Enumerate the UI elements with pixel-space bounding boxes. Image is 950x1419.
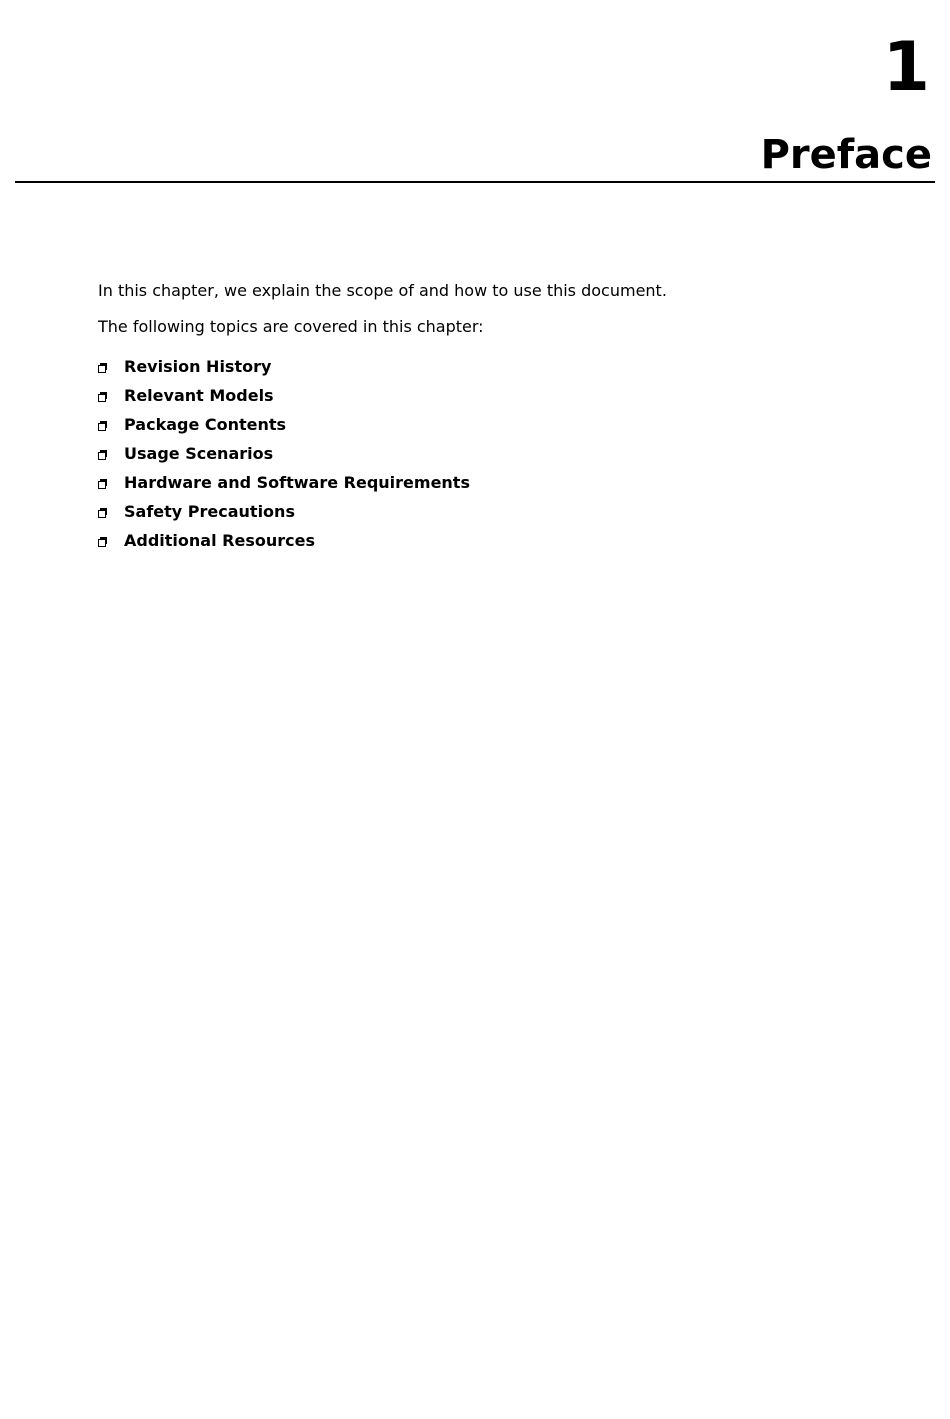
checkbox-icon	[98, 363, 108, 373]
chapter-content	[98, 280, 878, 555]
chapter-title: Preface	[760, 132, 932, 178]
checkbox-icon	[98, 508, 108, 518]
list-item	[98, 410, 878, 439]
checkbox-icon	[98, 537, 108, 547]
checkbox-icon	[98, 392, 108, 402]
topic-label: Additional Resources	[124, 531, 315, 550]
topic-label: Hardware and Software Requirements	[124, 473, 470, 492]
list-item	[98, 468, 878, 497]
checkbox-icon	[98, 421, 108, 431]
list-item	[98, 497, 878, 526]
topic-label: Package Contents	[124, 415, 287, 434]
intro-paragraph: In this chapter, we explain the scope of and how to use this document.	[98, 281, 667, 300]
topic-label: Revision History	[124, 357, 272, 376]
topic-label: Relevant Models	[124, 386, 274, 405]
list-item	[98, 352, 878, 381]
list-item	[98, 381, 878, 410]
list-item	[98, 526, 878, 555]
topic-list	[98, 352, 878, 555]
list-item	[98, 439, 878, 468]
title-divider	[15, 181, 935, 183]
topic-label: Safety Precautions	[124, 502, 295, 521]
topic-label: Usage Scenarios	[124, 444, 274, 463]
checkbox-icon	[98, 450, 108, 460]
checkbox-icon	[98, 479, 108, 489]
chapter-number: 1	[882, 28, 930, 107]
topics-intro-paragraph: The following topics are covered in this chapter:	[98, 317, 484, 336]
